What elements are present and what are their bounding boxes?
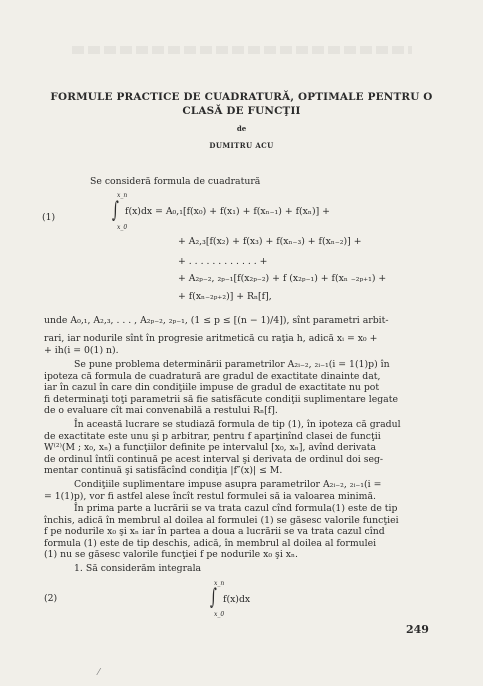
unde-line-2: rari, iar nodurile sînt în progresie aritmetică cu raţia h, adică xᵢ = x₀ + bbox=[44, 333, 378, 344]
paragraph-3-line: = 1(1)p), vor fi astfel alese încît restul formulei să ia valoarea minimă. bbox=[44, 490, 376, 502]
equation-1-line-2: + A₂,₃[f(x₂) + f(x₃) + f(xₙ₋₃) + f(xₙ₋₂)] + bbox=[178, 236, 362, 247]
integral-sign-icon: ∫ bbox=[112, 198, 119, 223]
equation-1-line-5: + f(xₙ₋₂ₚ₊₂)] + Rₙ[f], bbox=[178, 291, 272, 302]
paragraph-1 bbox=[44, 359, 398, 417]
equation-2-number: (2) bbox=[44, 593, 58, 604]
author-name: DUMITRU ACU bbox=[209, 141, 274, 150]
equation-2-lower-limit: x_0 bbox=[214, 611, 225, 618]
equation-1-upper-limit: x_n bbox=[117, 192, 128, 199]
equation-2-body: f(x)dx bbox=[223, 594, 251, 605]
equation-1-line-1: f(x)dx = A₀,₁[f(x₀) + f(x₁) + f(xₙ₋₁) + f(xₙ)] + bbox=[125, 206, 330, 217]
paragraph-2-line: W⁽²⁾(M ; x₀, xₙ) a funcţiilor definite pe intervalul [x₀, xₙ], avînd derivata bbox=[44, 442, 377, 454]
paragraph-1-line: Se pune problema determinării parametrilor A₂ᵢ₋₂, ₂ᵢ₋₁(i = 1(1)p) în bbox=[74, 359, 390, 370]
paragraph-1-line: ipoteza că formula de cuadratură are gradul de exactitate dinainte dat, bbox=[44, 370, 381, 382]
unde-line-3: + ih(i = 0(1) n). bbox=[44, 345, 119, 356]
paragraph-4 bbox=[44, 503, 399, 561]
page-number: 249 bbox=[406, 623, 429, 636]
integral-sign-icon: ∫ bbox=[210, 585, 217, 610]
equation-2-upper-limit: x_n bbox=[214, 580, 225, 587]
paragraph-4-line: închis, adică în membrul al doilea al formulei (1) se găsesc valorile funcţiei bbox=[44, 514, 399, 526]
paragraph-1-line: de o evaluare cît mai convenabilă a restului Rₙ[f]. bbox=[44, 405, 278, 417]
paragraph-4-line: În prima parte a lucrării se va trata cazul cînd formula(1) este de tip bbox=[74, 503, 398, 514]
byline-de: de bbox=[236, 124, 247, 133]
paragraph-2 bbox=[44, 419, 401, 477]
item-1-text: 1. Să considerăm integrala bbox=[74, 563, 202, 574]
paragraph-2-line: de ordinul întîi continuă pe acest interval şi derivata de ordinul doi seg- bbox=[44, 453, 384, 465]
pencil-mark: ⁄ bbox=[98, 668, 100, 678]
paragraph-4-line: formula (1) este de tip deschis, adică, în membrul al doilea al formulei bbox=[44, 537, 377, 549]
paper-title: FORMULE PRACTICE DE CUADRATURĂ, OPTIMALE PENTRU O CLASĂ DE FUNCŢII bbox=[50, 91, 433, 117]
bleed-through-text bbox=[72, 46, 412, 54]
paragraph-2-line: de exactitate este unu şi p arbitrar, pentru f aparţinînd clasei de funcţii bbox=[44, 430, 381, 442]
unde-line-1: unde A₀,₁, A₂,₃, . . . , A₂ₚ₋₂, ₂ₚ₋₁, (1 ≤ p ≤ [(n − 1)/4]), sînt parametri arbit- bbox=[44, 315, 389, 326]
intro-text: Se consideră formula de cuadratură bbox=[90, 176, 261, 187]
paragraph-4-line: f pe nodurile x₀ şi xₙ iar în partea a doua a lucrării se va trata cazul cînd bbox=[44, 526, 385, 538]
equation-1-line-4: + A₂ₚ₋₂, ₂ₚ₋₁[f(x₂ₚ₋₂) + f (x₂ₚ₋₁) + f(xₙ ₋₂ₚ₊₁) + bbox=[178, 273, 387, 284]
paragraph-4-line: (1) nu se găsesc valorile funcţiei f pe nodurile x₀ şi xₙ. bbox=[44, 549, 298, 561]
paragraph-1-line: fi determinaţi toţi parametrii să fie satisfăcute condiţii suplimentare legate bbox=[44, 393, 398, 405]
paragraph-2-line: În această lucrare se studiază formula de tip (1), în ipoteza că gradul bbox=[74, 419, 401, 430]
paragraph-2-line: mentar continuă şi satisfăcînd condiţia |f″(x)| ≤ M. bbox=[44, 465, 283, 477]
paragraph-1-line: iar în cazul în care din condiţiile impuse de gradul de exactitate nu pot bbox=[44, 382, 380, 394]
paragraph-3 bbox=[44, 479, 381, 502]
equation-1-line-3: + . . . . . . . . . . . . + bbox=[178, 256, 268, 267]
equation-1-lower-limit: x_0 bbox=[117, 224, 128, 231]
paragraph-3-line: Condiţiile suplimentare impuse asupra parametrilor A₂ᵢ₋₂, ₂ᵢ₋₁(i = bbox=[74, 479, 382, 490]
equation-1-number: (1) bbox=[42, 212, 56, 223]
